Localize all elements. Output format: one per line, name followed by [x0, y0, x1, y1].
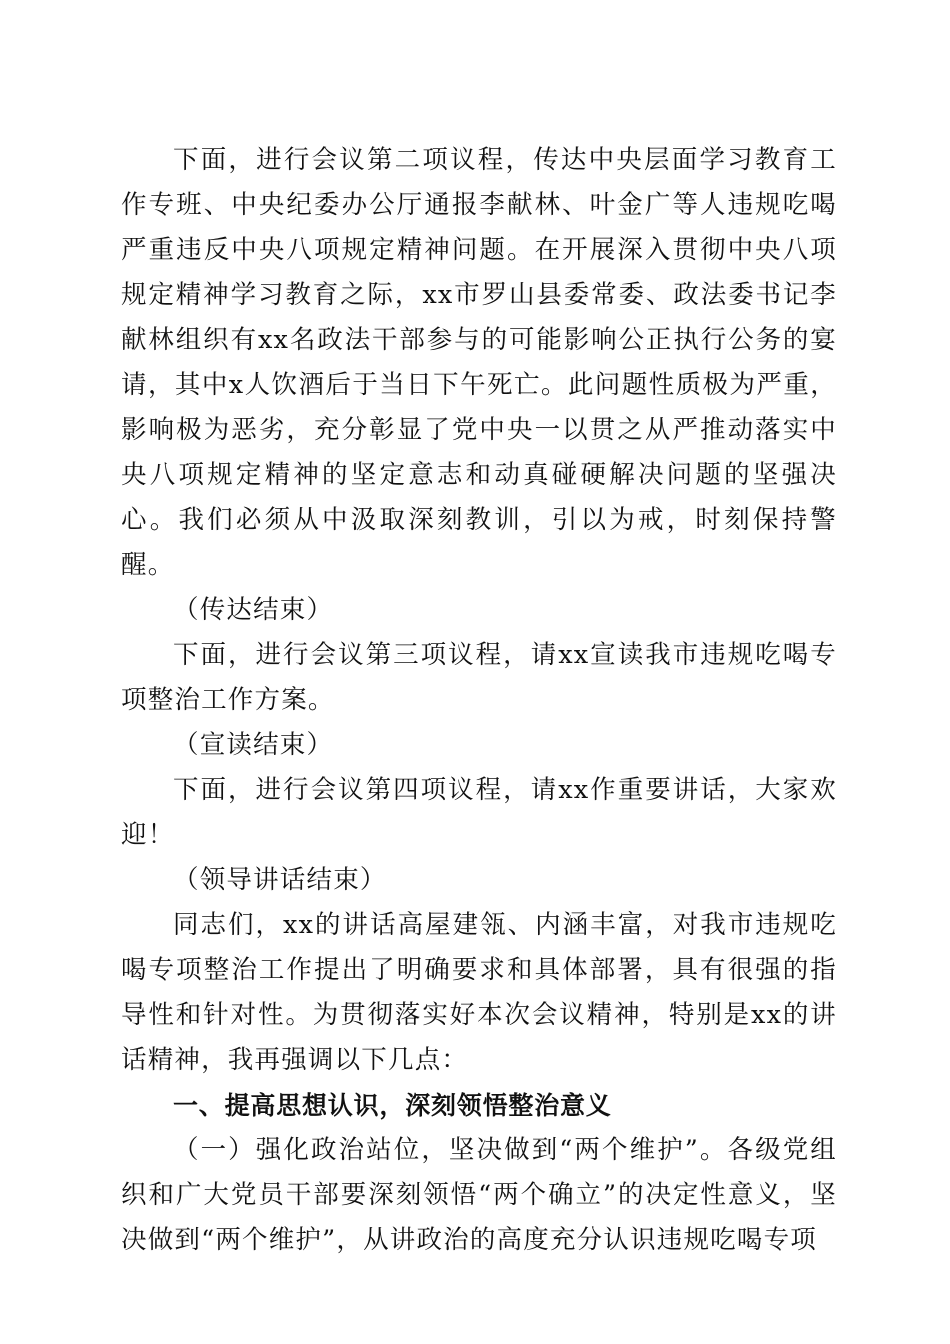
paragraph-subsection-one: （一）强化政治站位，坚决做到“两个维护”。各级党组织和广大党员干部要深刻领悟“两个确立”的决定性意义，坚决做到“两个维护”，从讲政治的高度充分认识违规吃喝专项 [121, 1135, 837, 1255]
paragraph-reading-end: （宣读结束） [173, 730, 334, 760]
section-heading: 一、提高思想认识，深刻领悟整治意义 [173, 1091, 612, 1120]
paragraph-agenda-three: 下面，进行会议第三项议程，请xx宣读我市违规吃喝专项整治工作方案。 [121, 640, 837, 715]
document-body [121, 138, 837, 1263]
paragraph-agenda-two: 下面，进行会议第二项议程，传达中央层面学习教育工作专班、中央纪委办公厅通报李献林、叶金广等人违规吃喝严重违反中央八项规定精神问题。在开展深入贯彻中央八项规定精神学习教育之际，xx市罗山县委常委、政法委书记李献林组织有xx名政法干部参与的可能影响公正执行公务的宴请，其中x人饮酒后于当日下午死亡。此问题性质极为严重，影响极为恶劣，充分彰显了党中央一以贯之从严推动落实中央八项规定精神的坚定意志和动真碰硬解决问题的坚强决心。我们必须从中汲取深刻教训，引以为戒，时刻保持警醒。 [121, 145, 837, 580]
paragraph-agenda-four: 下面，进行会议第四项议程，请xx作重要讲话，大家欢迎！ [121, 775, 837, 850]
paragraph-relay-end: （传达结束） [173, 595, 334, 625]
paragraph-speech-end: （领导讲话结束） [173, 865, 387, 895]
paragraph-comrades: 同志们，xx的讲话高屋建瓴、内涵丰富，对我市违规吃喝专项整治工作提出了明确要求和具体部署，具有很强的指导性和针对性。为贯彻落实好本次会议精神，特别是xx的讲话精神，我再强调以下几点： [121, 910, 837, 1075]
